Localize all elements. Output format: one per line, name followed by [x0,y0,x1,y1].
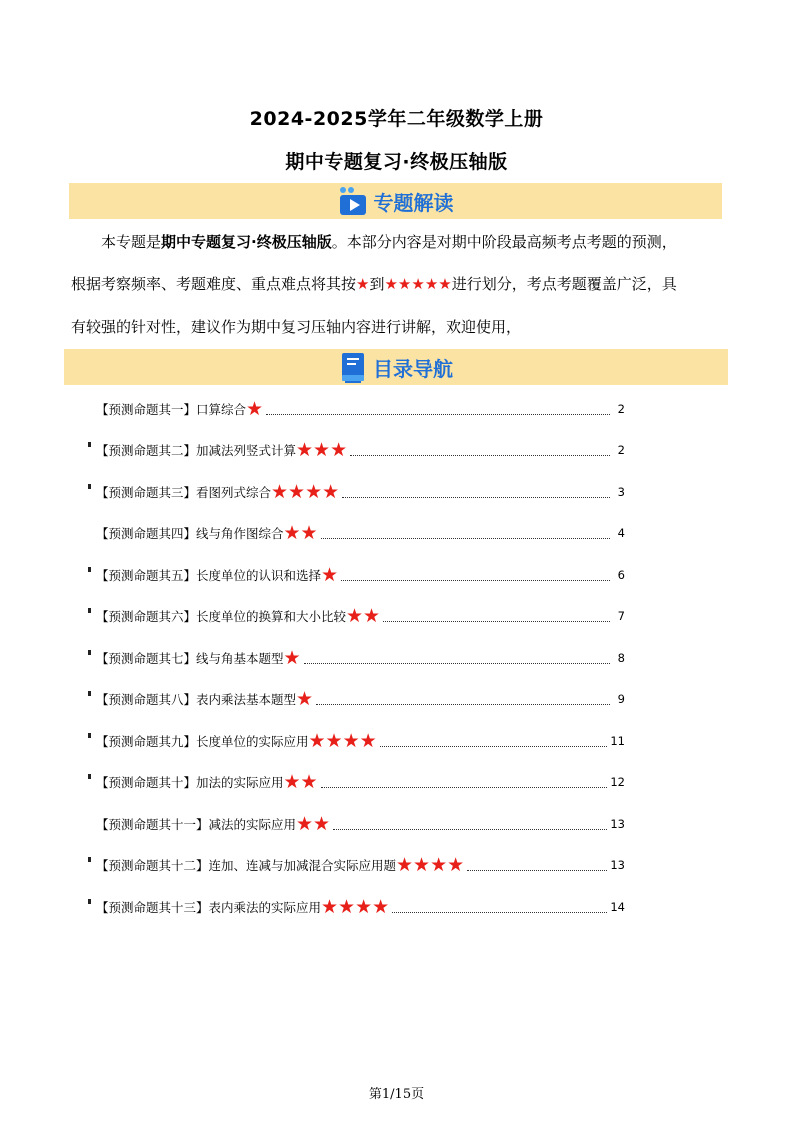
intro-text: 。本部分内容是对期中阶段最高频考点考题的预测， [331,233,677,251]
star-rating-icon: ★★ [346,605,381,627]
toc-item[interactable] [90,480,625,504]
intro-text: 到 [369,275,385,293]
book-icon [339,351,369,383]
section-header-topic-intro [69,183,722,219]
toc-page-number: 13 [610,817,625,831]
toc-leader-dots [467,869,607,871]
toc-item-label: 【预测命题其九】长度单位的实际应用 [96,734,309,749]
video-play-icon [338,185,370,217]
toc-page-number: 2 [617,443,625,457]
star-rating-icon: ★ [321,564,339,586]
toc-item[interactable] [90,895,625,919]
toc-page-number: 4 [617,526,625,540]
intro-text: 本专题是 [101,233,162,251]
toc-item[interactable] [90,563,625,587]
toc-item-label: 【预测命题其四】线与角作图综合 [96,526,284,541]
bullet-mark [88,567,91,572]
star-rating-icon: ★★★★ [308,730,377,752]
toc-leader-dots [342,496,610,498]
toc-item-label: 【预测命题其十】加法的实际应用 [96,775,284,790]
toc-leader-dots [333,828,607,830]
toc-leader-dots [383,620,610,622]
toc-page-number: 6 [617,568,625,582]
document-title-line2: 期中专题复习·终极压轴版 [285,151,508,173]
document-title-line1: 2024-2025学年二年级数学上册 [249,108,544,130]
bullet-mark [88,484,91,489]
star-rating-icon: ★★★ [296,439,348,461]
star-rating-icon: ★★ [283,522,318,544]
bullet-mark [88,650,91,655]
star-rating-icon: ★ [283,647,301,669]
toc-item-label: 【预测命题其一】口算综合 [96,402,247,417]
toc-item-label: 【预测命题其十一】减法的实际应用 [96,817,297,832]
toc-page-number: 14 [610,900,625,914]
section-title-topic-intro: 专题解读 [373,190,454,215]
star-rating-icon: ★★★★ [396,854,465,876]
bullet-mark [88,857,91,862]
intro-bold-text: 期中专题复习·终极压轴版 [161,233,332,251]
toc-item[interactable] [90,687,625,711]
toc-leader-dots [350,454,610,456]
toc-leader-dots [321,786,608,788]
toc-leader-dots [266,413,610,415]
intro-text: 根据考察频率、考题难度、重点难点将其按 [71,275,357,293]
toc-item-label: 【预测命题其十三】表内乘法的实际应用 [96,900,322,915]
toc-item[interactable] [90,397,625,421]
toc-page-number: 12 [610,775,625,789]
toc-item-label: 【预测命题其三】看图列式综合 [96,485,272,500]
toc-item-label: 【预测命题其六】长度单位的换算和大小比较 [96,609,347,624]
star-rating-icon: ★ [296,688,314,710]
bullet-mark [88,442,91,447]
toc-leader-dots [304,662,610,664]
toc-item[interactable] [90,812,625,836]
bullet-mark [88,691,91,696]
star-rating-icon: ★ [246,398,264,420]
star-rating-icon: ★★ [296,813,331,835]
bullet-mark [88,733,91,738]
star-icon: ★ [356,275,370,293]
toc-page-number: 13 [610,858,625,872]
intro-paragraph-line1 [71,230,726,254]
intro-paragraph-line3: 有较强的针对性，建议作为期中复习压轴内容进行讲解，欢迎使用， [71,318,522,336]
toc-leader-dots [380,745,608,747]
toc-page-number: 7 [617,609,625,623]
toc-item-label: 【预测命题其十二】连加、连减与加减混合实际应用题 [96,858,397,873]
section-header-toc [64,349,728,385]
toc-leader-dots [392,911,607,913]
star-rating-icon: ★★★★ [271,481,340,503]
bullet-mark [88,899,91,904]
toc-page-number: 8 [617,651,625,665]
toc-page-number: 11 [610,734,625,748]
toc-item-label: 【预测命题其七】线与角基本题型 [96,651,284,666]
page-footer: 第1/15页 [368,1087,425,1102]
toc-item-label: 【预测命题其二】加减法列竖式计算 [96,443,297,458]
toc-leader-dots [316,703,610,705]
toc-item[interactable] [90,853,625,877]
toc-page-number: 2 [617,402,625,416]
toc-item[interactable] [90,521,625,545]
toc-page-number: 3 [617,485,625,499]
section-title-toc: 目录导航 [373,356,453,381]
bullet-mark [88,774,91,779]
toc-item[interactable] [90,604,625,628]
star-rating-icon: ★★ [283,771,318,793]
star-rating-icon: ★★★★ [321,896,390,918]
toc-item-label: 【预测命题其五】长度单位的认识和选择 [96,568,322,583]
toc-page-number: 9 [617,692,625,706]
bullet-mark [88,608,91,613]
intro-text: 进行划分，考点考题覆盖广泛，具 [451,275,677,293]
toc-item-label: 【预测命题其八】表内乘法基本题型 [96,692,297,707]
star-rating-icon: ★★★★★ [384,275,452,293]
toc-item[interactable] [90,770,625,794]
toc-item[interactable] [90,646,625,670]
toc-leader-dots [321,537,610,539]
toc-leader-dots [341,579,610,581]
toc-item[interactable] [90,438,625,462]
toc-item[interactable] [90,729,625,753]
intro-paragraph-line2 [71,272,726,296]
